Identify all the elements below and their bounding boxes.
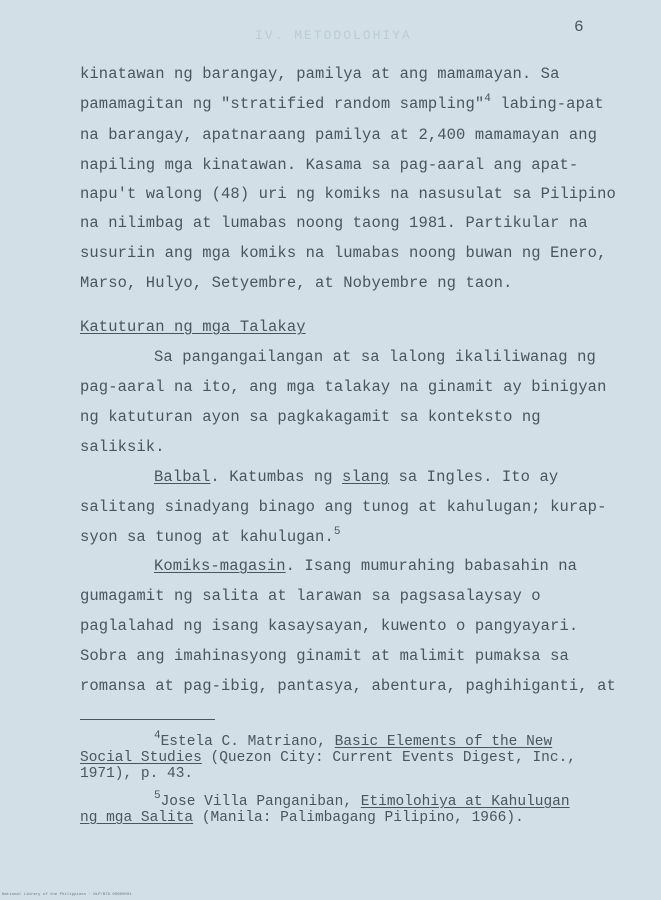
body-line: na barangay, apatnaraang pamilya at 2,400 mamamayan ang [80, 126, 598, 144]
footnote-5: $^5$Jose Villa Panganiban, Etimolohiya at Kahulugan [154, 790, 570, 810]
body-line: napu't walong (48) uri ng komiks na nasusulat sa Pilipino [80, 185, 616, 203]
footnote-5-cont: ng mga Salita (Manila: Palimbagang Pilipino, 1966). [80, 810, 524, 826]
body-line: romansa at pag-ibig, pantasya, abentura, paghihiganti, at [80, 677, 616, 695]
body-line: syon sa tunog at kahulugan.$^5$ [80, 526, 341, 546]
body-line: pamamagitan ng "stratified random sampling"$^4$ labing-apat [80, 93, 604, 113]
body-line: paglalahad ng isang kasaysayan, kuwento o pangyayari. [80, 617, 579, 635]
footnote-divider [80, 719, 215, 720]
body-line: Marso, Hulyo, Setyembre, at Nobyembre ng taon. [80, 274, 513, 292]
body-line: napiling mga kinatawan. Kasama sa pag-aaral ang apat- [80, 156, 579, 174]
footnote-4-cont: Social Studies (Quezon City: Current Events Digest, Inc., [80, 750, 576, 766]
definition-balbal: Balbal. Katumbas ng slang sa Ingles. Ito ay [154, 468, 559, 486]
footnote-4-cont: 1971), p. 43. [80, 766, 194, 782]
body-line: kinatawan ng barangay, pamilya at ang mamamayan. Sa [80, 65, 560, 83]
body-line: pag-aaral na ito, ang mga talakay na ginamit ay binigyan [80, 378, 607, 396]
body-line: saliksik. [80, 438, 165, 456]
section-heading: Katuturan ng mga Talakay [80, 318, 306, 336]
term-balbal: Balbal [154, 468, 211, 486]
body-line: Sa pangangailangan at sa lalong ikaliliwanag ng [154, 348, 596, 366]
term-komiks-magasin: Komiks-magasin [154, 557, 286, 575]
body-line: Sobra ang imahinasyong ginamit at malimit pumaksa sa [80, 647, 569, 665]
footnote-ref: 4 [484, 93, 491, 105]
footnote-ref: 5 [333, 526, 341, 538]
body-line: salitang sinadyang binago ang tunog at kahulugan; kurap- [80, 498, 607, 516]
body-line: ng katuturan ayon sa pagkakagamit sa konteksto ng [80, 408, 541, 426]
definition-komiks-magasin: Komiks-magasin. Isang mumurahing babasahin na [154, 557, 578, 575]
body-line: gumagamit ng salita at larawan sa pagsasalaysay o [80, 587, 541, 605]
bleed-through-heading: IV. METODOLOHIYA [255, 28, 412, 43]
term-slang: slang [342, 468, 390, 486]
scan-caption: National Library of the Philippines · NLP/B78 00000001 [2, 893, 132, 897]
page-number: 6 [574, 18, 584, 36]
footnote-4: $^4$Estela C. Matriano, Basic Elements of the New [154, 730, 553, 750]
body-line: susuriin ang mga komiks na lumabas noong buwan ng Enero, [80, 244, 607, 262]
body-line: na nilimbag at lumabas noong taong 1981. Partikular na [80, 214, 588, 232]
